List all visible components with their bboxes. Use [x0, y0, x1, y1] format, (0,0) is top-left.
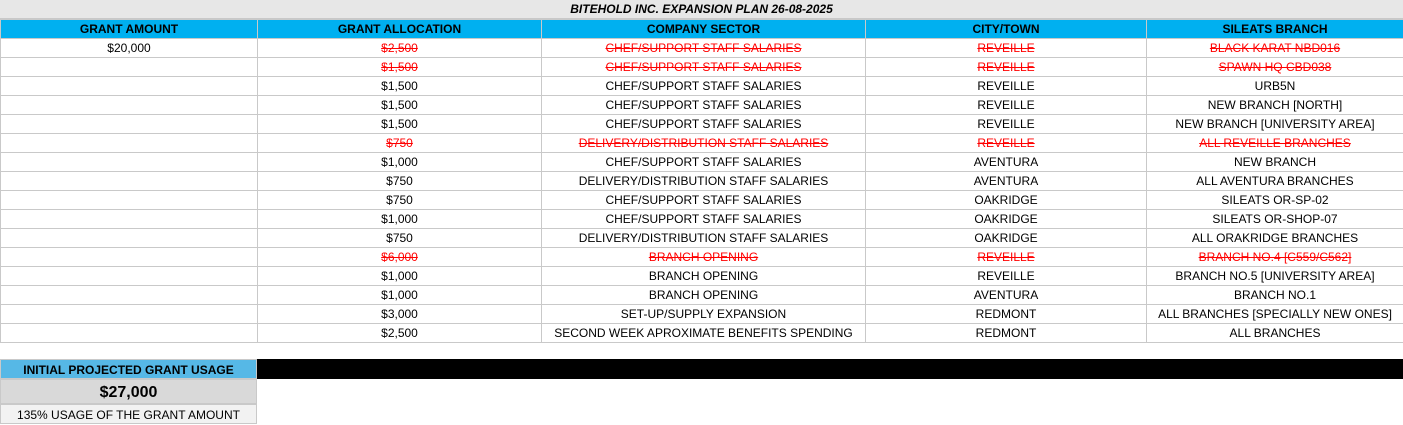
cell-grant-amount[interactable]: [1, 58, 258, 77]
black-separator-bar: [257, 359, 1403, 379]
cell-company-sector[interactable]: BRANCH OPENING: [542, 267, 866, 286]
cell-grant-allocation[interactable]: $1,500: [258, 115, 542, 134]
cell-sileats-branch[interactable]: NEW BRANCH [NORTH]: [1147, 96, 1403, 115]
table-row: [1, 267, 1403, 286]
cell-grant-amount[interactable]: [1, 172, 258, 191]
cell-grant-allocation[interactable]: $750: [258, 229, 542, 248]
cell-grant-allocation[interactable]: $1,000: [258, 267, 542, 286]
table-body: [1, 39, 1403, 343]
cell-city-town[interactable]: OAKRIDGE: [866, 191, 1147, 210]
cell-company-sector[interactable]: CHEF/SUPPORT STAFF SALARIES: [542, 77, 866, 96]
table-row: [1, 153, 1403, 172]
sheet-title[interactable]: BITEHOLD INC. EXPANSION PLAN 26-08-2025: [0, 0, 1403, 19]
cell-grant-allocation[interactable]: $1,000: [258, 286, 542, 305]
table-row: [1, 191, 1403, 210]
cell-grant-amount[interactable]: [1, 267, 258, 286]
cell-company-sector[interactable]: CHEF/SUPPORT STAFF SALARIES: [542, 39, 866, 58]
table-row: [1, 305, 1403, 324]
cell-company-sector[interactable]: CHEF/SUPPORT STAFF SALARIES: [542, 153, 866, 172]
cell-company-sector[interactable]: SECOND WEEK APROXIMATE BENEFITS SPENDING: [542, 324, 866, 343]
table-row: [1, 58, 1403, 77]
cell-company-sector[interactable]: DELIVERY/DISTRIBUTION STAFF SALARIES: [542, 229, 866, 248]
cell-company-sector[interactable]: BRANCH OPENING: [542, 248, 866, 267]
table-row: [1, 286, 1403, 305]
cell-sileats-branch[interactable]: BRANCH NO.5 [UNIVERSITY AREA]: [1147, 267, 1403, 286]
cell-grant-allocation[interactable]: $2,500: [258, 324, 542, 343]
cell-company-sector[interactable]: DELIVERY/DISTRIBUTION STAFF SALARIES: [542, 172, 866, 191]
cell-grant-allocation[interactable]: $1,000: [258, 210, 542, 229]
table-row: [1, 115, 1403, 134]
table-row: [1, 229, 1403, 248]
header-grant-amount[interactable]: GRANT AMOUNT: [1, 20, 258, 39]
header-row: [1, 20, 1403, 39]
usage-percentage-note[interactable]: 135% USAGE OF THE GRANT AMOUNT: [0, 404, 257, 424]
cell-city-town[interactable]: REDMONT: [866, 305, 1147, 324]
cell-city-town[interactable]: REVEILLE: [866, 248, 1147, 267]
cell-company-sector[interactable]: CHEF/SUPPORT STAFF SALARIES: [542, 58, 866, 77]
cell-city-town[interactable]: REVEILLE: [866, 115, 1147, 134]
cell-company-sector[interactable]: CHEF/SUPPORT STAFF SALARIES: [542, 96, 866, 115]
cell-sileats-branch[interactable]: BRANCH NO.1: [1147, 286, 1403, 305]
cell-grant-amount[interactable]: [1, 286, 258, 305]
cell-sileats-branch[interactable]: SPAWN HQ CBD038: [1147, 58, 1403, 77]
table-row: [1, 210, 1403, 229]
cell-sileats-branch[interactable]: NEW BRANCH [UNIVERSITY AREA]: [1147, 115, 1403, 134]
cell-sileats-branch[interactable]: NEW BRANCH: [1147, 153, 1403, 172]
cell-grant-allocation[interactable]: $6,000: [258, 248, 542, 267]
cell-grant-amount[interactable]: [1, 324, 258, 343]
table-row: [1, 77, 1403, 96]
cell-company-sector[interactable]: DELIVERY/DISTRIBUTION STAFF SALARIES: [542, 134, 866, 153]
header-company-sector[interactable]: COMPANY SECTOR: [542, 20, 866, 39]
cell-grant-amount[interactable]: [1, 77, 258, 96]
cell-sileats-branch[interactable]: ALL AVENTURA BRANCHES: [1147, 172, 1403, 191]
cell-grant-allocation[interactable]: $750: [258, 172, 542, 191]
cell-city-town[interactable]: OAKRIDGE: [866, 229, 1147, 248]
cell-city-town[interactable]: OAKRIDGE: [866, 210, 1147, 229]
header-sileats-branch[interactable]: SILEATS BRANCH: [1147, 20, 1403, 39]
cell-grant-amount[interactable]: [1, 248, 258, 267]
cell-grant-amount[interactable]: [1, 229, 258, 248]
cell-sileats-branch[interactable]: SILEATS OR-SP-02: [1147, 191, 1403, 210]
cell-grant-amount[interactable]: [1, 191, 258, 210]
cell-sileats-branch[interactable]: ALL REVEILLE BRANCHES: [1147, 134, 1403, 153]
cell-company-sector[interactable]: CHEF/SUPPORT STAFF SALARIES: [542, 191, 866, 210]
cell-sileats-branch[interactable]: SILEATS OR-SHOP-07: [1147, 210, 1403, 229]
cell-grant-allocation[interactable]: $750: [258, 191, 542, 210]
summary-block: [0, 359, 1403, 425]
table-row: [1, 248, 1403, 267]
cell-sileats-branch[interactable]: URB5N: [1147, 77, 1403, 96]
cell-city-town[interactable]: AVENTURA: [866, 172, 1147, 191]
cell-grant-amount[interactable]: [1, 305, 258, 324]
cell-grant-allocation[interactable]: $1,500: [258, 77, 542, 96]
cell-grant-amount[interactable]: [1, 96, 258, 115]
projected-usage-label[interactable]: INITIAL PROJECTED GRANT USAGE: [0, 359, 257, 379]
cell-city-town[interactable]: REVEILLE: [866, 39, 1147, 58]
header-city-town[interactable]: CITY/TOWN: [866, 20, 1147, 39]
cell-grant-amount[interactable]: [1, 115, 258, 134]
cell-city-town[interactable]: REVEILLE: [866, 134, 1147, 153]
cell-sileats-branch[interactable]: BRANCH NO.4 [C559/C562]: [1147, 248, 1403, 267]
cell-city-town[interactable]: AVENTURA: [866, 286, 1147, 305]
cell-grant-allocation[interactable]: $1,500: [258, 96, 542, 115]
cell-grant-allocation[interactable]: $2,500: [258, 39, 542, 58]
cell-grant-amount[interactable]: [1, 153, 258, 172]
cell-city-town[interactable]: REVEILLE: [866, 96, 1147, 115]
table-row: [1, 96, 1403, 115]
cell-grant-amount[interactable]: [1, 210, 258, 229]
grant-table: [0, 19, 1403, 343]
table-row: [1, 134, 1403, 153]
cell-city-town[interactable]: AVENTURA: [866, 153, 1147, 172]
cell-sileats-branch[interactable]: BLACK KARAT NBD016: [1147, 39, 1403, 58]
table-row: [1, 324, 1403, 343]
table-row: [1, 39, 1403, 58]
cell-sileats-branch[interactable]: ALL BRANCHES [SPECIALLY NEW ONES]: [1147, 305, 1403, 324]
projected-usage-value[interactable]: $27,000: [0, 379, 257, 404]
cell-grant-allocation[interactable]: $750: [258, 134, 542, 153]
cell-company-sector[interactable]: SET-UP/SUPPLY EXPANSION: [542, 305, 866, 324]
cell-sileats-branch[interactable]: ALL BRANCHES: [1147, 324, 1403, 343]
cell-grant-amount[interactable]: [1, 134, 258, 153]
cell-city-town[interactable]: REVEILLE: [866, 267, 1147, 286]
cell-grant-allocation[interactable]: $1,000: [258, 153, 542, 172]
cell-company-sector[interactable]: BRANCH OPENING: [542, 286, 866, 305]
cell-grant-allocation[interactable]: $3,000: [258, 305, 542, 324]
cell-grant-amount[interactable]: $20,000: [1, 39, 258, 58]
cell-company-sector[interactable]: CHEF/SUPPORT STAFF SALARIES: [542, 210, 866, 229]
cell-city-town[interactable]: REDMONT: [866, 324, 1147, 343]
table-row: [1, 172, 1403, 191]
cell-company-sector[interactable]: CHEF/SUPPORT STAFF SALARIES: [542, 115, 866, 134]
cell-city-town[interactable]: REVEILLE: [866, 77, 1147, 96]
cell-sileats-branch[interactable]: ALL ORAKRIDGE BRANCHES: [1147, 229, 1403, 248]
cell-city-town[interactable]: REVEILLE: [866, 58, 1147, 77]
cell-grant-allocation[interactable]: $1,500: [258, 58, 542, 77]
header-grant-allocation[interactable]: GRANT ALLOCATION: [258, 20, 542, 39]
